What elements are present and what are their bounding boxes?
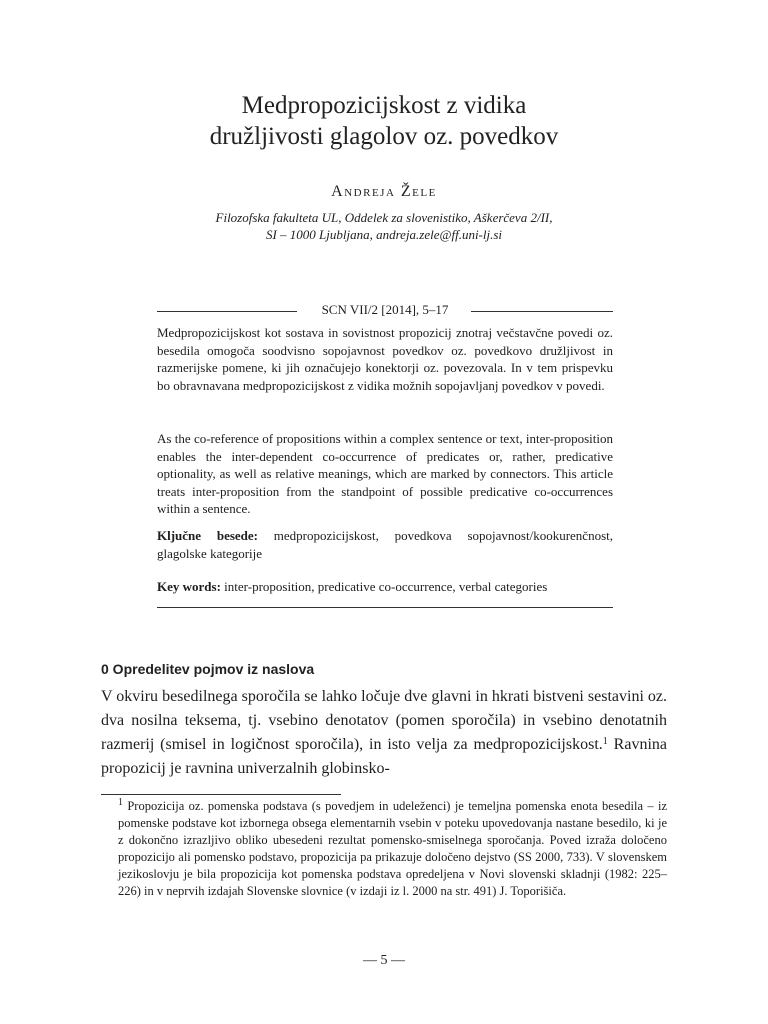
- article-title: [0, 90, 768, 152]
- footnote-reference[interactable]: 1: [602, 736, 608, 747]
- keywords-slovenian-text: medpropozicijskost, povedkova sopojavnost/kookurenčnost, glagolske kategorije: [157, 528, 613, 561]
- body-text: V okviru besedilnega sporočila se lahko ločuje dve glavni in hkrati bistveni sestavini oz. dva nosilna teksema, tj. vsebino denotatov (pomen sporočila) in vsebino denotatnih razmerij (smisel in logičnost sporočila), in isto velja za medpropozicijskost.: [101, 688, 667, 753]
- page-number: — 5 —: [363, 953, 405, 968]
- affiliation: [0, 209, 768, 243]
- author-name: Andreja Žele: [331, 183, 437, 200]
- title-line-1: Medpropozicijskost z vidika: [241, 92, 527, 119]
- footnote-text: Propozicija oz. pomenska podstava (s povedjem in udeleženci) je temeljna pomenska enota besedila – iz pomenske podstave kot izbornega obsega elementarnih vsebin v poteku upovedovanja nastane besedilo, ki je z dokončno izrazljivo obliko ubesedeni rezultat pomensko-smiselnega sporočanja. Poved izraža določeno propozicijo ali pomensko podstavo, propozicija pa prikazuje določeno dejstvo (SS 2000, 733). V slovenskem jezikoslovju je bila propozicija kot pomenska podstava opredeljena v Novi slovenski skladnji (1982: 225–226) in v neprvih izdajah Slovenske slovnice (v izdaji iz l. 2000 na str. 491) J. Toporišiča.: [118, 799, 667, 898]
- abstract-english: As the co-reference of propositions within a complex sentence or text, inter-proposition enables the inter-dependent co-occurrence of predicates or, rather, predicative optionality, as well as relative meanings, which are marked by connectors. This article treats inter-proposition from the standpoint of possible predicative co-occurrences within a sentence.: [157, 431, 613, 517]
- footnote-rule: [101, 794, 341, 795]
- section-heading: 0 Opredelitev pojmov iz naslova: [101, 661, 315, 677]
- keywords-slovenian: [157, 527, 613, 562]
- abstract-slovenian: Medpropozicijskost kot sostava in sovistnost propozicij znotraj večstavčne povedi oz. besedila omogoča soodvisno sopojavnost povedkov oz. povedkovo družljivost in razmerijske pomene, ki jih označujejo konektorji oz. povezovala. In v tem prispevku bo obravnavana medpropozicijskost z vidika možnih sopojavljanj povedkov v povedi.: [157, 325, 613, 393]
- keywords-english-text: inter-proposition, predicative co-occurrence, verbal categories: [220, 579, 548, 594]
- affiliation-line-1: Filozofska fakulteta UL, Oddelek za slovenistiko, Aškerčeva 2/II,: [215, 210, 553, 225]
- keywords-slovenian-label: Ključne besede:: [157, 528, 258, 543]
- body-paragraph: [101, 685, 667, 781]
- affiliation-line-2: SI – 1000 Ljubljana, andreja.zele@ff.uni-lj.si: [265, 227, 503, 242]
- abstract-bottom-rule: [157, 607, 613, 608]
- title-line-2: družljivosti glagolov oz. povedkov: [209, 123, 559, 150]
- journal-reference-text: SCN VII/2 [2014], 5–17: [321, 302, 449, 317]
- footnote-number: 1: [118, 797, 123, 808]
- keywords-english: [157, 578, 613, 596]
- body-text-continued: Ravnina propozicij je ravnina univerzalnih globinsko-: [101, 736, 667, 777]
- journal-rule-right: [471, 311, 613, 312]
- footnote: [118, 798, 667, 900]
- keywords-english-label: Key words:: [157, 579, 221, 594]
- journal-reference: [157, 302, 613, 318]
